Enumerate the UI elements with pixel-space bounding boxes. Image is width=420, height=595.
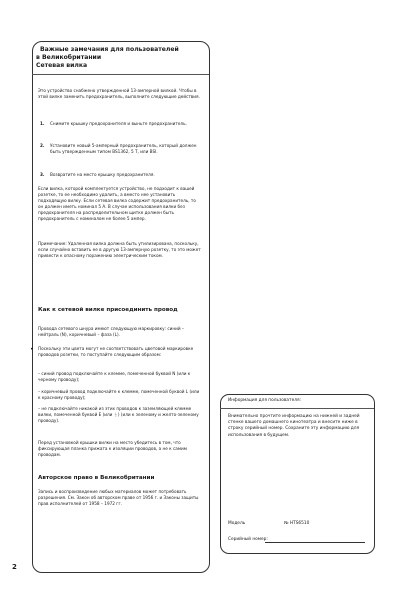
bullet-dot: • — [30, 346, 34, 353]
main-title — [36, 46, 208, 70]
copyright-heading: Авторское право в Великобритании — [38, 475, 155, 481]
step-3-number: 3. — [40, 172, 45, 177]
note-paragraph: Примечание: Удаленная вилка должна быть утилизирована, поскольку, если случайно вставить ее в другую 13-амперную розетку, то это может привести к опасному поражению электрическим током. — [38, 241, 201, 259]
info-divider — [220, 408, 374, 409]
unsuitable-plug-paragraph: Если вилка, которой комплектуется устройство, не подходит к вашей розетке, то ее необходимо удалить, а вместо нее установить подходящую вилку. Если сетевая вилка содержит предохранитель, то он должен иметь номинал 5 А. В случае использования вилки без предохранителя на распределительном щитке должен быть предохранитель с номиналом не более 5 ампер. — [38, 186, 196, 222]
serial-number-line — [265, 542, 365, 543]
connect-heading: Как к сетевой вилке присоединить провод — [38, 307, 178, 313]
title-line-3: Сетевая вилка — [36, 62, 88, 69]
info-body: Внимательно прочтите информацию на нижней и задней стенке вашего домашнего кинотеатра и внесите ниже в строку серийный номер. Сохраните эту информацию для использования в будущем. — [228, 414, 360, 438]
wiring-blue: – синий провод подключайте к клемме, помеченной буквой N (или к черному проводу); — [38, 371, 191, 383]
title-line-1: Важные замечания для пользователей — [40, 46, 179, 53]
page-number: 2 — [12, 563, 17, 571]
connect-intro: Провода сетевого шнура имеют следующую маркировку: синий – нейтраль (N), коричневый – фаза (L). — [38, 326, 184, 338]
model-label: Модель — [228, 521, 246, 526]
info-title: Информация для пользователя: — [228, 398, 301, 403]
before-cover-paragraph: Перед установкой крышки вилки на место убедитесь в том, что фиксирующая планка прижата к изоляции проводов, а не к самим проводам. — [38, 440, 187, 458]
wiring-brown: – коричневый провод подключайте к клемме, помеченной буквой L (или к красному проводу); — [38, 389, 200, 401]
bullet-paragraph: Поскольку эти цвета могут не соответствовать цветовой маркировке проводов розетки, то поступайте следующим образом: — [38, 346, 194, 358]
copyright-paragraph: Запись и воспроизведение любых материалов может потребовать разрешения. См. Закон об авторском праве от 1956 г. и Законы защиты прав исполнителей от 1958 – 1972 гг. — [38, 489, 199, 507]
step-3-text: Возвратите на место крышку предохранителя. — [50, 172, 155, 177]
wiring-none: – не подключайте никакой из этих проводов к заземляющей клемме вилки, помеченной буквой E (или ⏚) (или к зеленому и желто-зеленому проводу). — [38, 406, 199, 424]
step-1-text: Снимите крышку предохранителя и выньте предохранитель. — [50, 121, 187, 126]
step-2-number: 2. — [40, 143, 45, 148]
serial-label: Серийный номер: — [228, 537, 268, 542]
step-2-text: Установите новый 5-амперный предохранитель, который должен быть утвержденным типом BS1362, 5 Т, или BSI. — [50, 143, 197, 155]
intro-paragraph: Это устройство снабжено утвержденной 13-амперной вилкой. Чтобы в этой вилке заменить предохранитель, выполните следующие действия. — [38, 88, 200, 100]
title-divider — [32, 74, 209, 75]
title-line-2: в Великобритании — [36, 54, 102, 61]
model-value: № HTS6510 — [284, 521, 310, 526]
step-1-number: 1. — [40, 121, 45, 126]
